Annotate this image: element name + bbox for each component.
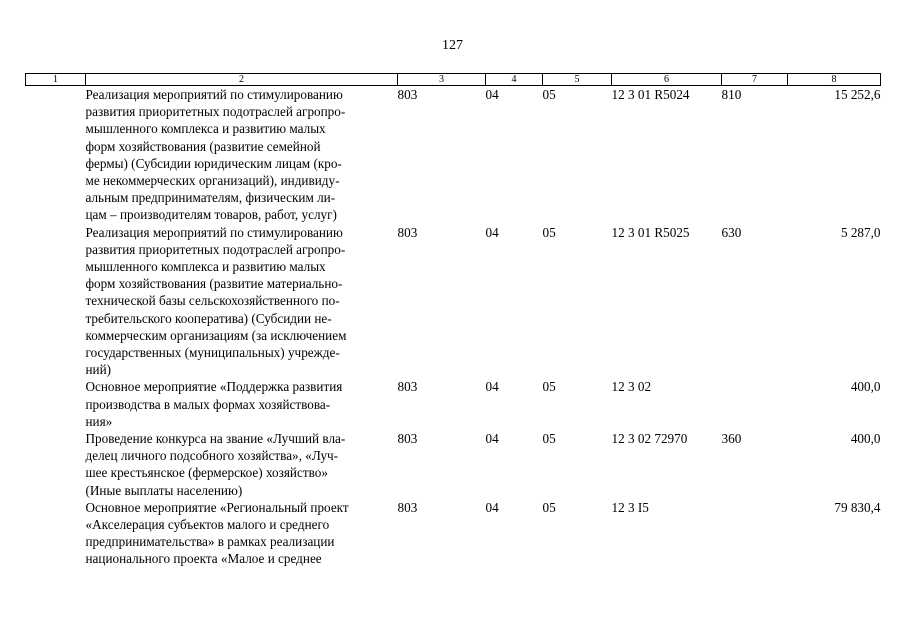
subsection-code-cell: 05 xyxy=(542,431,556,447)
target-article-cell: 12 3 01 R5024 xyxy=(611,87,690,102)
table-row xyxy=(26,224,881,379)
column-header-4: 4 xyxy=(486,74,543,86)
page-number: 127 xyxy=(442,38,463,53)
item-name-line: форм хозяйствования (развитие семейной xyxy=(85,138,321,154)
column-header-3: 3 xyxy=(398,74,486,86)
item-name-line: развития приоритетных подотраслей агропро- xyxy=(85,104,346,120)
item-name-line: цам – производителям товаров, работ, услуг) xyxy=(85,207,337,223)
amount-cell: 15 252,6 xyxy=(834,87,881,102)
item-name-cell xyxy=(86,499,398,568)
table-row xyxy=(26,499,881,568)
item-name-line: (Иные выплаты населению) xyxy=(85,482,243,498)
item-name-line: делец личного подсобного хозяйства», «Луч- xyxy=(85,448,339,464)
item-name-line: Основное мероприятие «Региональный проект xyxy=(85,499,349,515)
ministry-code-cell: 803 xyxy=(397,379,418,395)
ministry-code-cell: 803 xyxy=(397,87,418,102)
item-name-line: ний) xyxy=(85,362,112,378)
column-header-8: 8 xyxy=(788,74,881,86)
subsection-code-cell: 05 xyxy=(542,499,556,515)
item-name-line: Основное мероприятие «Поддержка развития xyxy=(85,379,343,395)
row-number-cell xyxy=(26,86,86,224)
item-name-line: Реализация мероприятий по стимулированию xyxy=(85,87,343,102)
expense-type-cell: 630 xyxy=(721,224,742,240)
target-article-cell: 12 3 02 72970 xyxy=(611,431,688,447)
target-article-cell: 12 3 I5 xyxy=(611,499,649,515)
table-body xyxy=(26,86,881,568)
item-name-line: «Акселерация субъектов малого и среднего xyxy=(85,517,330,533)
ministry-code-cell: 803 xyxy=(397,431,418,447)
item-name-line: фермы) (Субсидии юридическим лицам (кро- xyxy=(85,155,342,171)
section-code-cell: 04 xyxy=(485,87,499,102)
item-name-line: национального проекта «Малое и среднее xyxy=(85,551,322,567)
item-name-cell xyxy=(86,430,398,499)
item-name-line: ния» xyxy=(85,413,113,429)
item-name-line: требительского кооператива) (Субсидии не- xyxy=(85,310,332,326)
expense-type-cell: 360 xyxy=(721,431,742,447)
item-name-line: альным предпринимателям, физическим ли- xyxy=(85,190,336,206)
item-name-cell xyxy=(86,378,398,430)
item-name-line: форм хозяйствования (развитие материально- xyxy=(85,276,343,292)
item-name-line: технической базы сельскохозяйственного по- xyxy=(85,293,340,309)
item-name-line: государственных (муниципальных) учрежде- xyxy=(85,345,340,361)
amount-cell: 5 287,0 xyxy=(840,224,881,240)
amount-cell: 400,0 xyxy=(850,431,881,447)
column-number-row xyxy=(26,74,881,86)
column-header-2: 2 xyxy=(86,74,398,86)
item-name-line: мышленного комплекса и развитию малых xyxy=(85,121,326,137)
item-name-line: ме некоммерческих организаций), индивиду- xyxy=(85,173,340,189)
target-article-cell: 12 3 01 R5025 xyxy=(611,224,690,240)
expense-type-cell: 810 xyxy=(721,87,742,102)
column-header-6: 6 xyxy=(612,74,722,86)
item-name-line: развития приоритетных подотраслей агропро- xyxy=(85,241,346,257)
table-row xyxy=(26,86,881,224)
expense-type-cell xyxy=(722,378,788,430)
table-row xyxy=(26,378,881,430)
table-row xyxy=(26,430,881,499)
expense-type-cell xyxy=(722,499,788,568)
row-number-cell xyxy=(26,499,86,568)
item-name-line: шее крестьянское (фермерское) хозяйство» xyxy=(85,465,328,481)
section-code-cell: 04 xyxy=(485,431,499,447)
amount-cell: 400,0 xyxy=(850,379,881,395)
budget-table xyxy=(25,73,881,568)
ministry-code-cell: 803 xyxy=(397,224,418,240)
amount-cell: 79 830,4 xyxy=(834,499,881,515)
item-name-line: предпринимательства» в рамках реализации xyxy=(85,534,335,550)
item-name-cell xyxy=(86,86,398,224)
item-name-line: Проведение конкурса на звание «Лучший вла- xyxy=(85,431,346,447)
subsection-code-cell: 05 xyxy=(542,379,556,395)
subsection-code-cell: 05 xyxy=(542,224,556,240)
column-header-5: 5 xyxy=(543,74,612,86)
item-name-cell xyxy=(86,224,398,379)
column-header-7: 7 xyxy=(722,74,788,86)
ministry-code-cell: 803 xyxy=(397,499,418,515)
section-code-cell: 04 xyxy=(485,224,499,240)
section-code-cell: 04 xyxy=(485,499,499,515)
item-name-line: мышленного комплекса и развитию малых xyxy=(85,259,326,275)
row-number-cell xyxy=(26,430,86,499)
column-header-1: 1 xyxy=(26,74,86,86)
section-code-cell: 04 xyxy=(485,379,499,395)
item-name-line: производства в малых формах хозяйствова- xyxy=(85,396,331,412)
row-number-cell xyxy=(26,378,86,430)
item-name-line: Реализация мероприятий по стимулированию xyxy=(85,224,343,240)
item-name-line: коммерческим организациям (за исключением xyxy=(85,327,347,343)
subsection-code-cell: 05 xyxy=(542,87,556,102)
row-number-cell xyxy=(26,224,86,379)
target-article-cell: 12 3 02 xyxy=(611,379,652,395)
